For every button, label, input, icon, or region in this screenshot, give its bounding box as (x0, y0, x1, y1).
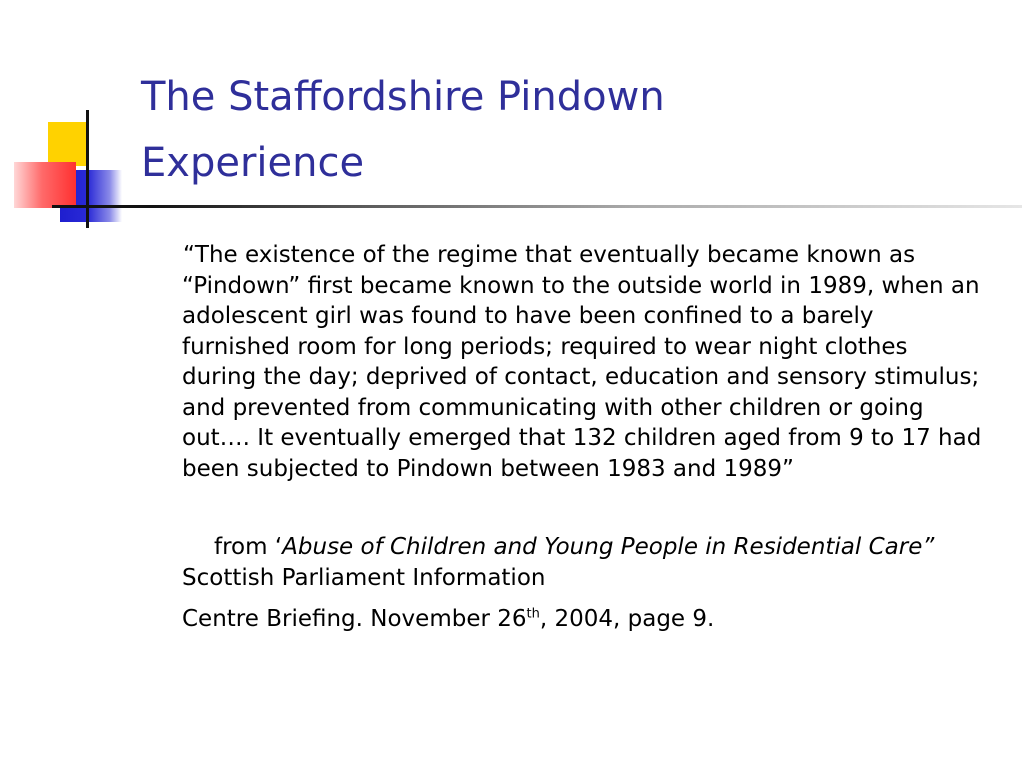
title-line-1: The Staffordshire Pindown (141, 74, 665, 120)
slide-body (182, 240, 982, 635)
date-ordinal-suffix: th (526, 606, 540, 622)
source-title: Abuse of Children and Young People in Residential Care” (282, 534, 935, 560)
quote-paragraph: “The existence of the regime that eventually became known as “Pindown” first became known to the outside world in 1989, when an adolescent girl was found to have been confined to a barely furnished room for long periods; required to wear night clothes during the day; deprived of contact, education and sensory stimulus; and prevented from communicating with other children or going out…. It eventually emerged that 132 children aged from 9 to 17 had been subjected to Pindown between 1983 and 1989” (182, 242, 982, 482)
source-date-end: , 2004, page 9. (539, 606, 715, 632)
source-line-3 (182, 604, 982, 635)
source-citation (182, 532, 982, 635)
source-organisation: Scottish Parliament Information (182, 565, 546, 591)
source-date-start: Centre Briefing. November 26 (182, 606, 527, 632)
title-line-2: Experience (141, 140, 365, 186)
slide-title (141, 64, 1001, 196)
source-prefix: from ‘ (214, 534, 283, 560)
title-underline-rule (52, 205, 1022, 208)
vertical-rule-decoration (86, 110, 89, 228)
yellow-square-decoration (48, 122, 88, 166)
red-square-decoration (14, 162, 76, 208)
